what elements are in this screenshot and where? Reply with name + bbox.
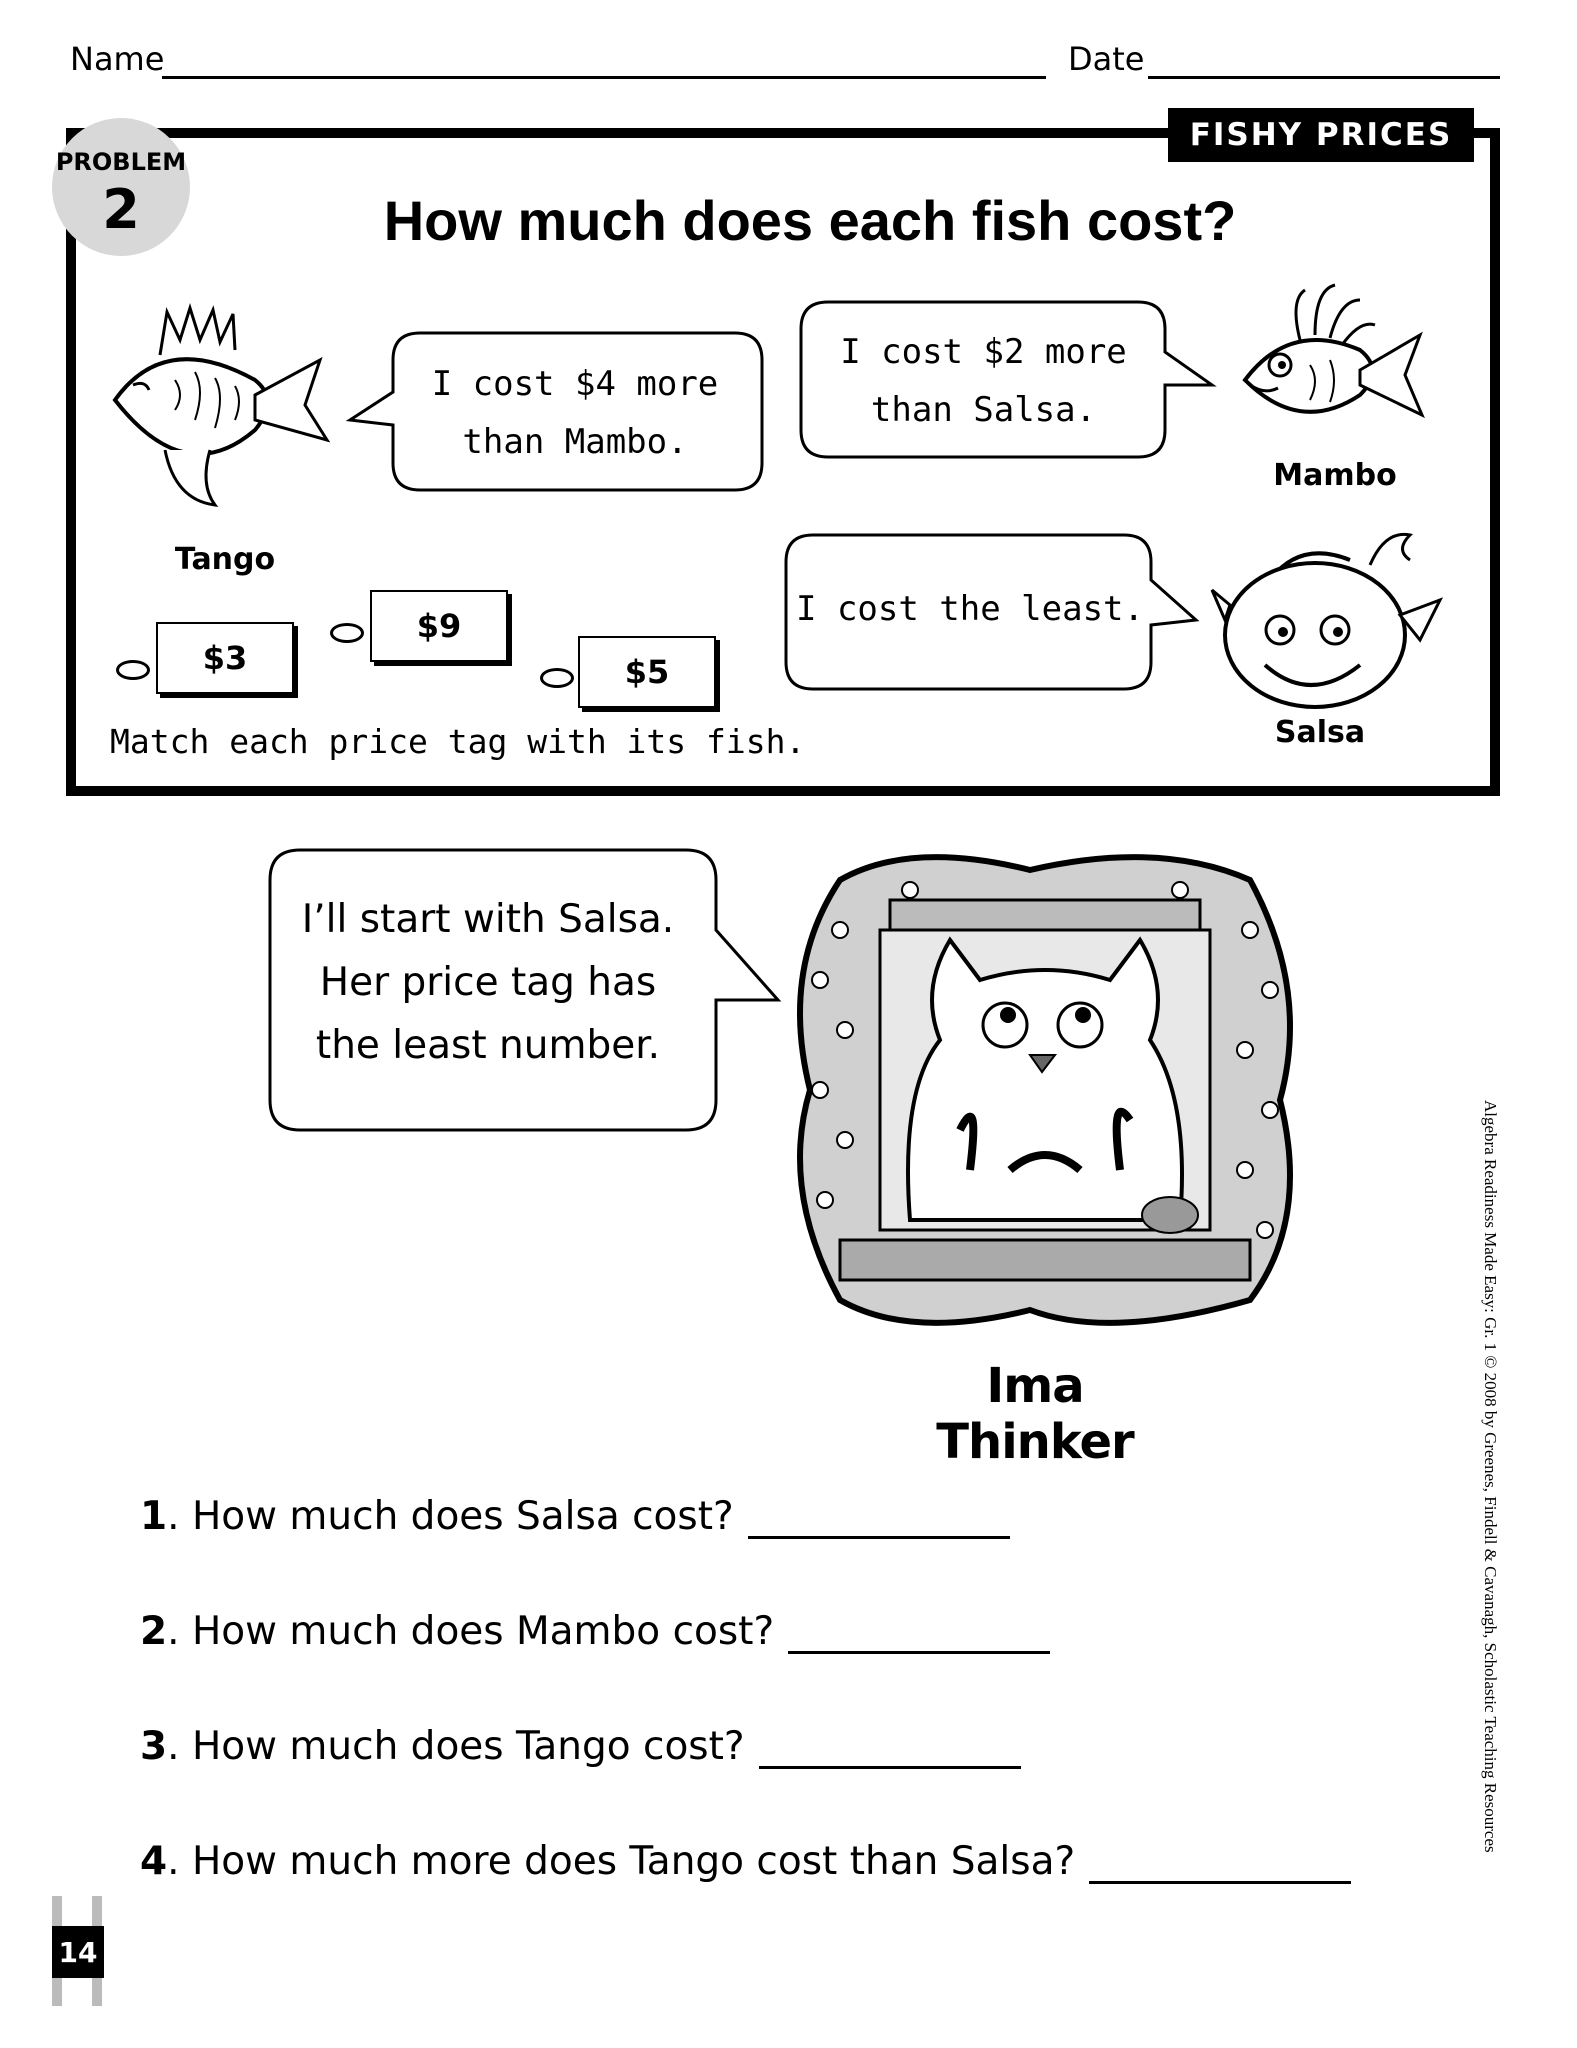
cat-thinker-icon	[780, 840, 1310, 1340]
thinker-bubble-text	[268, 888, 708, 1077]
mambo-fish-icon	[1230, 270, 1430, 460]
thinker-name: Ima Thinker	[936, 1358, 1134, 1470]
question-3: 3 . How much does Tango cost?	[140, 1724, 1021, 1769]
problem-badge-number: 2	[102, 178, 140, 241]
question-text: How much does Mambo cost?	[191, 1609, 775, 1654]
question-number: 4	[140, 1839, 168, 1884]
match-instruction: Match each price tag with its fish.	[110, 722, 806, 761]
price-tag-2[interactable]: $9	[370, 590, 508, 662]
thinker-bubble-line1: I’ll start with Salsa.	[301, 897, 675, 942]
question-number: 3	[140, 1724, 168, 1769]
tango-fish-icon	[105, 300, 335, 540]
price-tag-3[interactable]: $5	[578, 636, 716, 708]
mambo-name: Mambo	[1273, 458, 1397, 493]
section-tag: FISHY PRICES	[1168, 108, 1474, 162]
tango-name: Tango	[174, 542, 276, 577]
date-label: Date	[1068, 40, 1145, 78]
question-text: How much does Tango cost?	[191, 1724, 745, 1769]
tag-string-icon	[330, 623, 364, 643]
thinker-bubble-line2: Her price tag has	[319, 960, 657, 1005]
salsa-name: Salsa	[1274, 715, 1366, 750]
page-number: 14	[52, 1926, 104, 1978]
price-tag-1[interactable]: $3	[156, 622, 294, 694]
question-text: How much does Salsa cost?	[191, 1494, 734, 1539]
salsa-bubble-line1: I cost the least.	[796, 589, 1144, 629]
tango-bubble-line2: than Mambo.	[462, 422, 688, 462]
name-label: Name	[70, 40, 165, 78]
mambo-bubble-line1: I cost $2 more	[840, 332, 1127, 372]
problem-badge-label: PROBLEM	[55, 148, 187, 176]
question-number: 1	[140, 1494, 168, 1539]
answer-line-4[interactable]	[1089, 1847, 1351, 1884]
question-2: 2 . How much does Mambo cost?	[140, 1609, 1050, 1654]
answer-line-3[interactable]	[759, 1732, 1021, 1769]
question-text: How much more does Tango cost than Salsa?	[191, 1839, 1076, 1884]
copyright-notice: Algebra Readiness Made Easy: Gr. 1 © 2008 by Greenes, Findell & Cavanagh, Scholastic Teaching Resources	[1481, 1100, 1500, 1853]
mambo-bubble-line2: than Salsa.	[870, 390, 1097, 430]
tango-bubble-line1: I cost $4 more	[431, 364, 719, 404]
answer-line-2[interactable]	[788, 1617, 1050, 1654]
problem-title: How much does each fish cost?	[383, 189, 1237, 252]
tag-string-icon	[116, 660, 150, 680]
question-1: 1 . How much does Salsa cost?	[140, 1494, 1010, 1539]
tag-string-icon	[540, 668, 574, 688]
answer-line-1[interactable]	[748, 1502, 1010, 1539]
salsa-fish-icon	[1210, 520, 1450, 720]
question-number: 2	[140, 1609, 168, 1654]
thinker-bubble-line3: the least number.	[315, 1023, 661, 1068]
question-4: 4 . How much more does Tango cost than Salsa?	[140, 1839, 1351, 1884]
